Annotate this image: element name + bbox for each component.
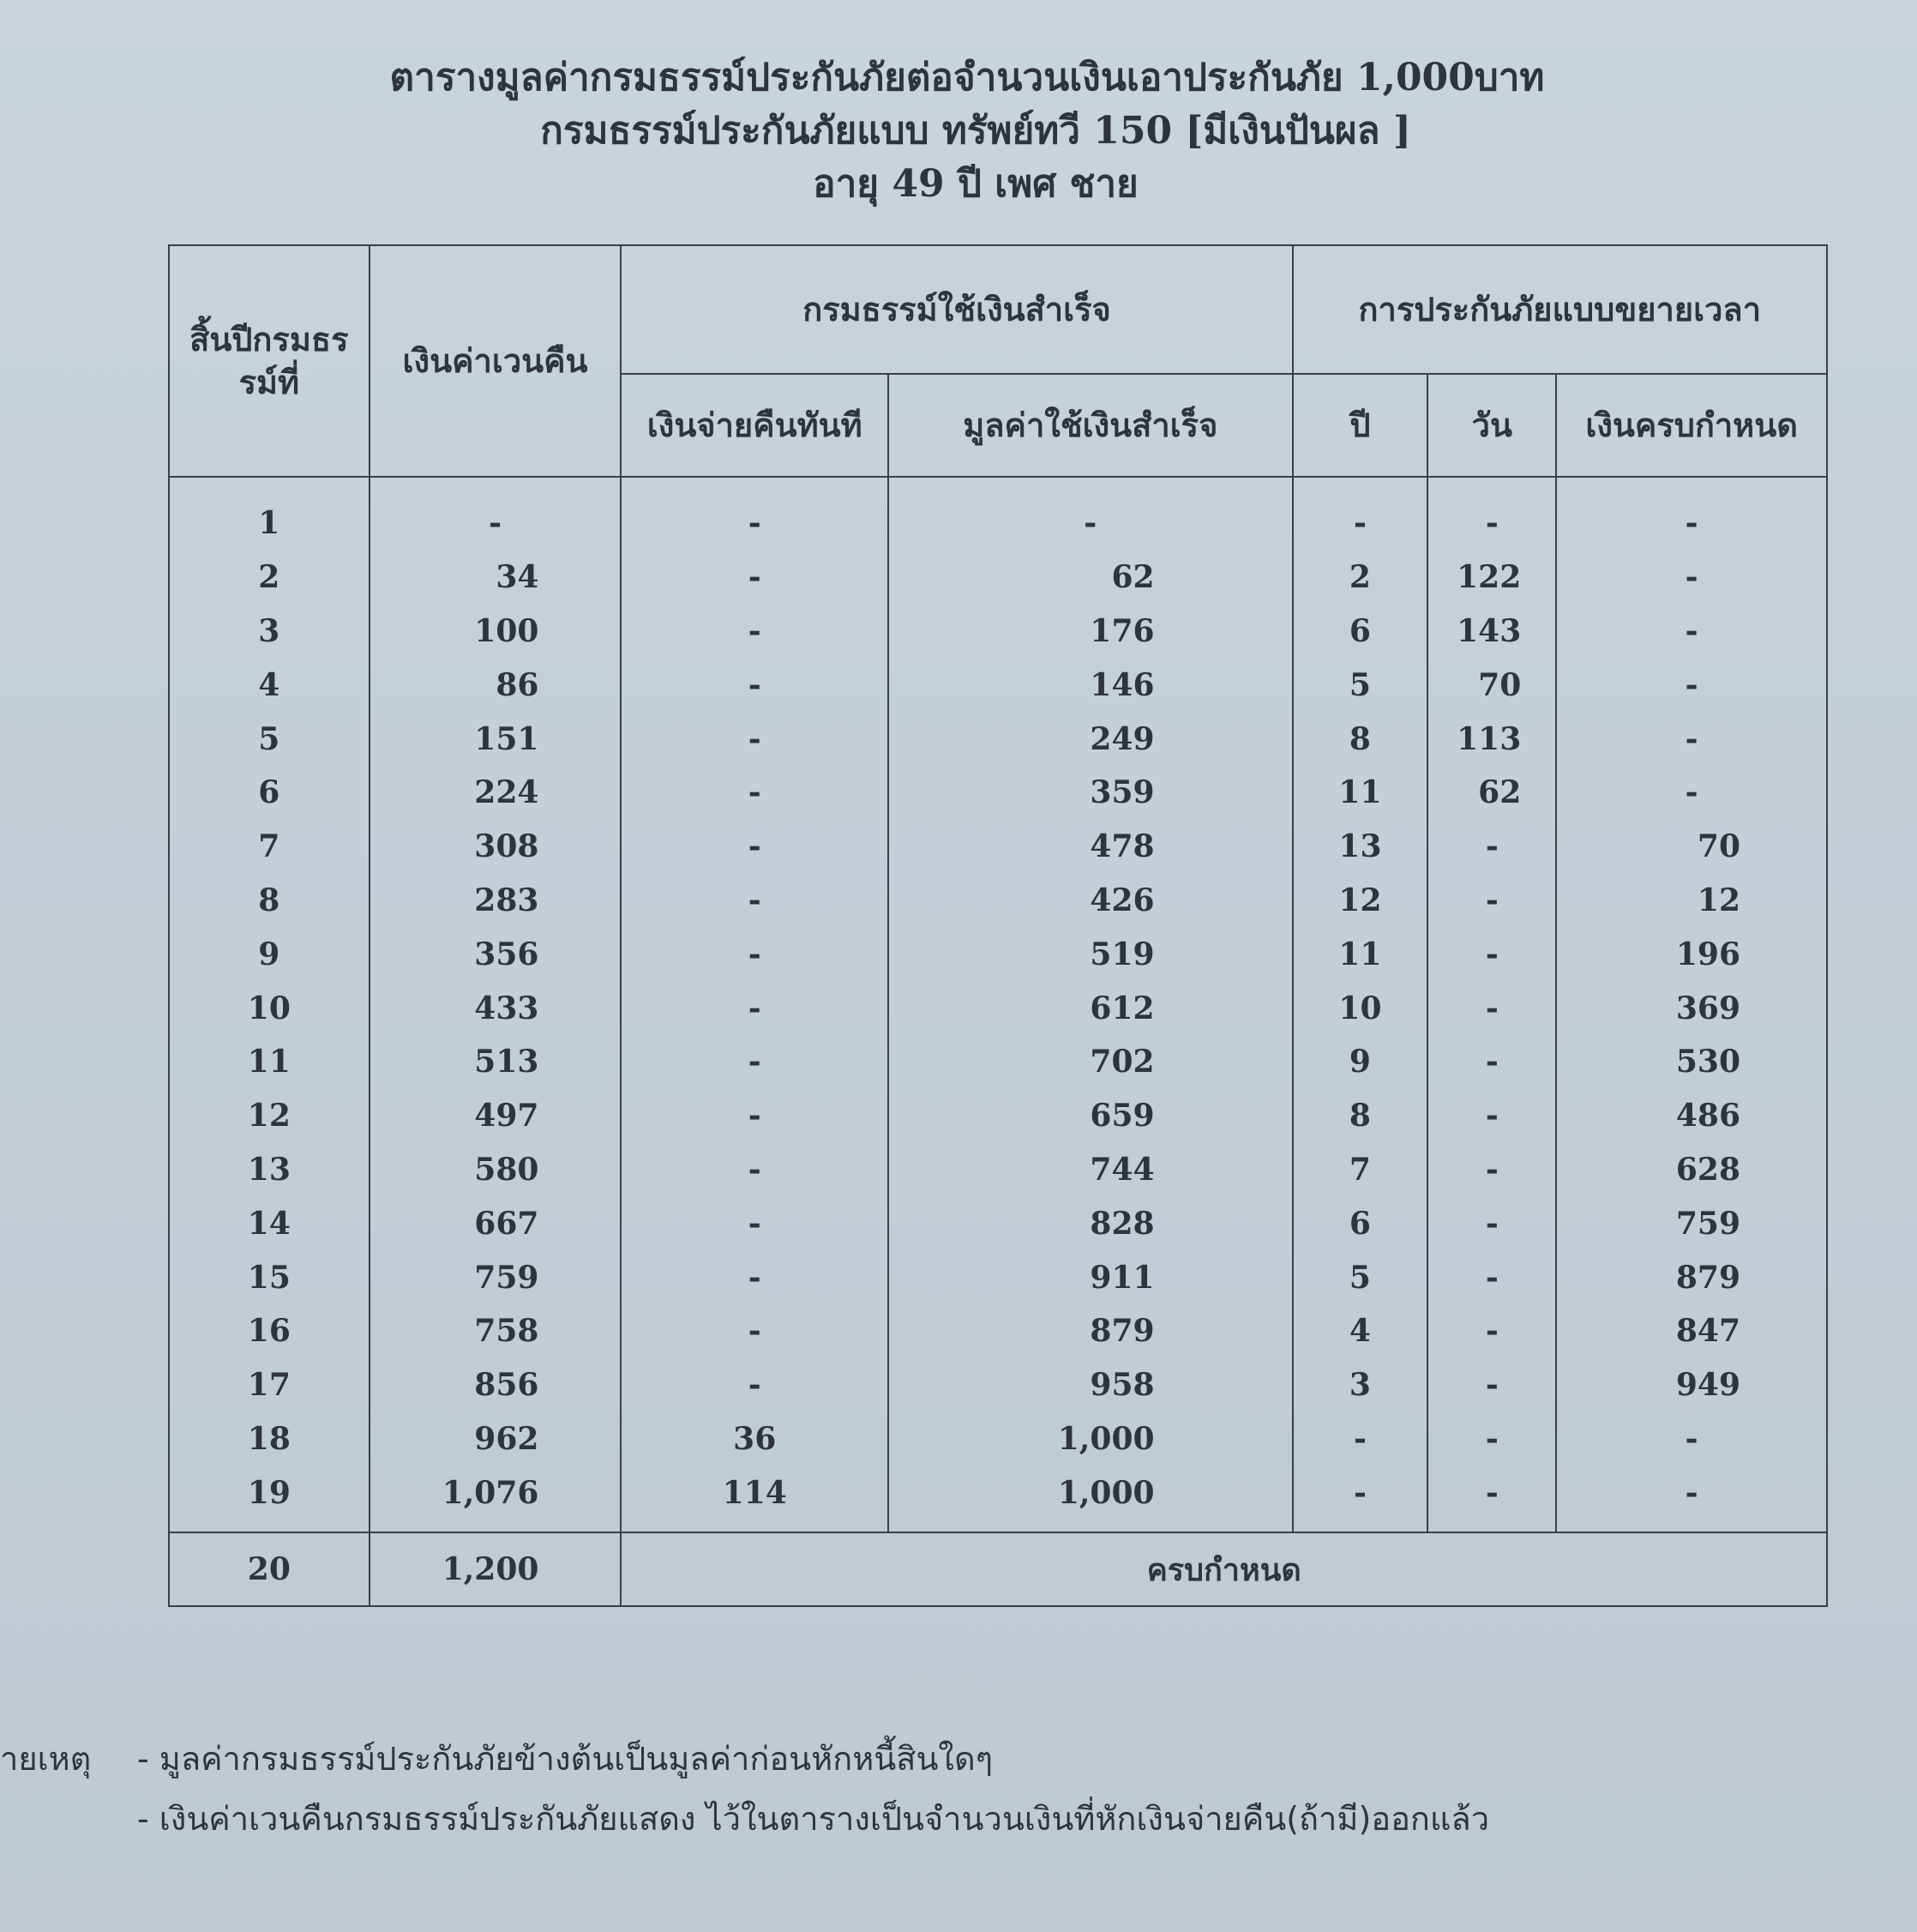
- header-paid-up-value: มูลค่าใช้เงินสำเร็จ: [888, 374, 1293, 477]
- table-row: [169, 1089, 1827, 1143]
- cell-year: 19: [169, 1466, 370, 1532]
- cell-ext-day: -: [1427, 820, 1556, 874]
- cell-paid-up-value: 612: [888, 981, 1293, 1035]
- table-row: [169, 1143, 1827, 1197]
- cell-immediate-refund: -: [621, 605, 888, 659]
- header-paid-up-immediate: เงินจ่ายคืนทันที: [621, 374, 888, 477]
- cell-ext-day: -: [1427, 1196, 1556, 1250]
- cell-cash-value: 356: [370, 927, 622, 981]
- note-line-2: - เงินค่าเวนคืนกรมธรรม์ประกันภัยแสดง ไว้ในตารางเป็นจำนวนเงินที่หักเงินจ่ายคืน(ถ้ามี)ออกแล้ว: [137, 1800, 1490, 1838]
- cell-ext-year: -: [1293, 477, 1428, 551]
- cell-ext-maturity: -: [1556, 766, 1827, 820]
- cell-cash-value: 497: [370, 1089, 622, 1143]
- table-row: [169, 981, 1827, 1035]
- table-row: [169, 820, 1827, 874]
- cell-cash-value: 34: [370, 551, 622, 605]
- cell-ext-maturity: 759: [1556, 1196, 1827, 1250]
- cell-paid-up-value: 958: [888, 1358, 1293, 1412]
- cell-ext-maturity: -: [1556, 551, 1827, 605]
- cell-ext-day: -: [1427, 981, 1556, 1035]
- cell-ext-day: 143: [1427, 605, 1556, 659]
- cell-cash-value: 283: [370, 874, 622, 928]
- cell-immediate-refund: -: [621, 981, 888, 1035]
- cell-cash-value: 151: [370, 712, 622, 766]
- cell-year: 17: [169, 1358, 370, 1412]
- cell-ext-year: 6: [1293, 605, 1428, 659]
- cell-ext-maturity: -: [1556, 712, 1827, 766]
- cell-year: 8: [169, 874, 370, 928]
- cell-paid-up-value: 62: [888, 551, 1293, 605]
- cell-immediate-refund: -: [621, 874, 888, 928]
- document-title: [0, 51, 1917, 211]
- cell-paid-up-value: 702: [888, 1035, 1293, 1089]
- note-line-1: - มูลค่ากรมธรรม์ประกันภัยข้างต้นเป็นมูลค่าก่อนหักหนี้สินใดๆ: [137, 1740, 994, 1778]
- cell-immediate-refund: 36: [621, 1412, 888, 1466]
- cell-year: 9: [169, 927, 370, 981]
- cell-ext-year: 6: [1293, 1196, 1428, 1250]
- cell-cash-value: 86: [370, 658, 622, 712]
- cell-paid-up-value: 146: [888, 658, 1293, 712]
- title-line-1: ตารางมูลค่ากรมธรรม์ประกันภัยต่อจำนวนเงินเอาประกันภัย 1,000บาท: [389, 56, 1545, 99]
- cell-ext-day: -: [1427, 1250, 1556, 1304]
- table-row: [169, 605, 1827, 659]
- cell-year: 20: [169, 1532, 370, 1606]
- cell-ext-maturity: 70: [1556, 820, 1827, 874]
- notes-label: ายเหตุ: [0, 1740, 92, 1778]
- cell-ext-maturity: 949: [1556, 1358, 1827, 1412]
- header-ext-maturity: เงินครบกำหนด: [1556, 374, 1827, 477]
- cell-ext-maturity: 879: [1556, 1250, 1827, 1304]
- cell-ext-maturity: 12: [1556, 874, 1827, 928]
- cell-immediate-refund: -: [621, 1143, 888, 1197]
- cell-immediate-refund: -: [621, 477, 888, 551]
- cell-paid-up-value: 519: [888, 927, 1293, 981]
- cell-immediate-refund: -: [621, 1250, 888, 1304]
- cell-cash-value: 856: [370, 1358, 622, 1412]
- cell-immediate-refund: -: [621, 820, 888, 874]
- cell-ext-year: -: [1293, 1412, 1428, 1466]
- cell-cash-value: 100: [370, 605, 622, 659]
- cell-ext-year: 2: [1293, 551, 1428, 605]
- cell-ext-year: 12: [1293, 874, 1428, 928]
- cell-ext-year: 7: [1293, 1143, 1428, 1197]
- cell-year: 1: [169, 477, 370, 551]
- cell-ext-day: -: [1427, 927, 1556, 981]
- table-row: [169, 712, 1827, 766]
- cell-ext-year: 5: [1293, 1250, 1428, 1304]
- cell-ext-year: 11: [1293, 766, 1428, 820]
- table-row: [169, 1412, 1827, 1466]
- cell-ext-maturity: -: [1556, 1412, 1827, 1466]
- cell-paid-up-value: 249: [888, 712, 1293, 766]
- cell-ext-day: -: [1427, 1089, 1556, 1143]
- table-row: [169, 658, 1827, 712]
- cell-immediate-refund: -: [621, 712, 888, 766]
- cell-ext-day: -: [1427, 1304, 1556, 1358]
- cell-ext-day: -: [1427, 477, 1556, 551]
- cell-ext-year: -: [1293, 1466, 1428, 1532]
- cell-cash-value: 580: [370, 1143, 622, 1197]
- table-row: [169, 927, 1827, 981]
- table-row: [169, 1035, 1827, 1089]
- cell-year: 3: [169, 605, 370, 659]
- cell-ext-year: 3: [1293, 1358, 1428, 1412]
- header-year-end: สิ้นปีกรมธรรม์ที่: [169, 245, 370, 477]
- cell-ext-maturity: -: [1556, 658, 1827, 712]
- cell-paid-up-value: 359: [888, 766, 1293, 820]
- cell-ext-maturity: 530: [1556, 1035, 1827, 1089]
- cell-ext-maturity: 628: [1556, 1143, 1827, 1197]
- header-ext-day: วัน: [1427, 374, 1556, 477]
- table-row: [169, 1358, 1827, 1412]
- cell-cash-value: 667: [370, 1196, 622, 1250]
- cell-year: 5: [169, 712, 370, 766]
- cell-immediate-refund: -: [621, 766, 888, 820]
- cell-immediate-refund: -: [621, 551, 888, 605]
- cell-ext-day: -: [1427, 874, 1556, 928]
- cell-ext-maturity: 196: [1556, 927, 1827, 981]
- cell-ext-maturity: -: [1556, 1466, 1827, 1532]
- cell-paid-up-value: 744: [888, 1143, 1293, 1197]
- cell-cash-value: 224: [370, 766, 622, 820]
- cell-paid-up-value: 426: [888, 874, 1293, 928]
- cell-year: 10: [169, 981, 370, 1035]
- header-paid-up-group: กรมธรรม์ใช้เงินสำเร็จ: [621, 245, 1292, 374]
- cell-ext-day: -: [1427, 1143, 1556, 1197]
- cell-ext-day: -: [1427, 1035, 1556, 1089]
- cell-immediate-refund: -: [621, 1304, 888, 1358]
- cell-cash-value: 433: [370, 981, 622, 1035]
- cell-cash-value: 1,200: [370, 1532, 622, 1606]
- cell-ext-year: 11: [1293, 927, 1428, 981]
- cell-cash-value: 759: [370, 1250, 622, 1304]
- cell-ext-year: 8: [1293, 712, 1428, 766]
- table-row-final: [169, 1532, 1827, 1606]
- cell-year: 13: [169, 1143, 370, 1197]
- cell-ext-year: 10: [1293, 981, 1428, 1035]
- cell-paid-up-value: 1,000: [888, 1412, 1293, 1466]
- table-row: [169, 874, 1827, 928]
- cell-ext-maturity: 369: [1556, 981, 1827, 1035]
- cell-ext-maturity: -: [1556, 477, 1827, 551]
- cell-paid-up-value: 879: [888, 1304, 1293, 1358]
- cell-immediate-refund: -: [621, 1196, 888, 1250]
- table-row: [169, 1304, 1827, 1358]
- cell-paid-up-value: 659: [888, 1089, 1293, 1143]
- table-row: [169, 1466, 1827, 1532]
- cell-paid-up-value: 911: [888, 1250, 1293, 1304]
- cell-ext-maturity: -: [1556, 605, 1827, 659]
- cell-paid-up-value: 828: [888, 1196, 1293, 1250]
- policy-value-table: [168, 244, 1828, 1607]
- cell-ext-day: -: [1427, 1466, 1556, 1532]
- table-row: [169, 551, 1827, 605]
- cell-ext-day: 62: [1427, 766, 1556, 820]
- cell-year: 12: [169, 1089, 370, 1143]
- cell-cash-value: -: [370, 477, 622, 551]
- cell-immediate-refund: -: [621, 1358, 888, 1412]
- cell-year: 14: [169, 1196, 370, 1250]
- cell-ext-day: 113: [1427, 712, 1556, 766]
- cell-year: 18: [169, 1412, 370, 1466]
- table-body: [169, 477, 1827, 1532]
- cell-cash-value: 513: [370, 1035, 622, 1089]
- cell-ext-year: 5: [1293, 658, 1428, 712]
- table-row: [169, 1250, 1827, 1304]
- cell-ext-year: 4: [1293, 1304, 1428, 1358]
- cell-year: 11: [169, 1035, 370, 1089]
- cell-maturity-label: ครบกำหนด: [621, 1532, 1827, 1606]
- cell-ext-maturity: 486: [1556, 1089, 1827, 1143]
- cell-year: 16: [169, 1304, 370, 1358]
- header-ext-year: ปี: [1293, 374, 1428, 477]
- cell-ext-year: 9: [1293, 1035, 1428, 1089]
- cell-year: 15: [169, 1250, 370, 1304]
- cell-paid-up-value: -: [888, 477, 1293, 551]
- cell-ext-day: 122: [1427, 551, 1556, 605]
- cell-year: 2: [169, 551, 370, 605]
- title-line-2: กรมธรรม์ประกันภัยแบบ ทรัพย์ทวี 150 [มีเงินปันผล ]: [540, 109, 1411, 153]
- cell-immediate-refund: -: [621, 1035, 888, 1089]
- cell-ext-day: -: [1427, 1412, 1556, 1466]
- table-row: [169, 766, 1827, 820]
- title-line-3: อายุ 49 ปี เพศ ชาย: [813, 162, 1139, 206]
- cell-cash-value: 1,076: [370, 1466, 622, 1532]
- table-row: [169, 477, 1827, 551]
- cell-cash-value: 962: [370, 1412, 622, 1466]
- cell-immediate-refund: -: [621, 927, 888, 981]
- cell-year: 7: [169, 820, 370, 874]
- cell-ext-year: 8: [1293, 1089, 1428, 1143]
- cell-ext-day: -: [1427, 1358, 1556, 1412]
- cell-cash-value: 758: [370, 1304, 622, 1358]
- cell-ext-maturity: 847: [1556, 1304, 1827, 1358]
- cell-year: 4: [169, 658, 370, 712]
- header-extended-group: การประกันภัยแบบขยายเวลา: [1293, 245, 1827, 374]
- cell-immediate-refund: -: [621, 1089, 888, 1143]
- table-row: [169, 1196, 1827, 1250]
- cell-year: 6: [169, 766, 370, 820]
- cell-ext-year: 13: [1293, 820, 1428, 874]
- cell-paid-up-value: 478: [888, 820, 1293, 874]
- cell-immediate-refund: -: [621, 658, 888, 712]
- cell-ext-day: 70: [1427, 658, 1556, 712]
- cell-paid-up-value: 176: [888, 605, 1293, 659]
- cell-cash-value: 308: [370, 820, 622, 874]
- header-cash-value: เงินค่าเวนคืน: [370, 245, 622, 477]
- cell-paid-up-value: 1,000: [888, 1466, 1293, 1532]
- cell-immediate-refund: 114: [621, 1466, 888, 1532]
